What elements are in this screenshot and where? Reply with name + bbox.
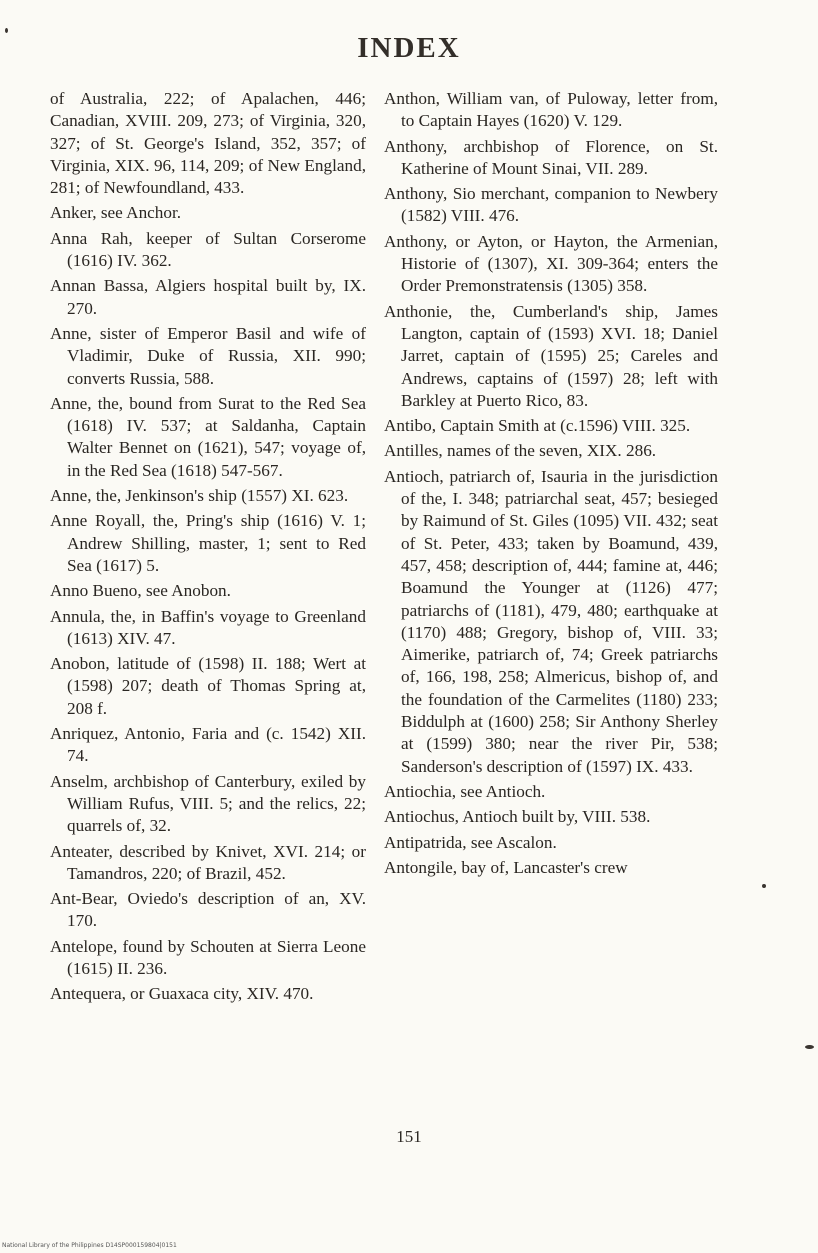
- index-entry: Anne, sister of Emperor Basil and wife of Vladimir, Duke of Russia, XII. 990; converts Russia, 588.: [50, 323, 366, 388]
- scan-speck: [762, 884, 766, 888]
- index-entry: Anselm, archbishop of Canterbury, exiled by William Rufus, VIII. 5; and the relics, 22; quarrels of, 32.: [50, 771, 366, 836]
- index-entry: Anriquez, Antonio, Faria and (c. 1542) XII. 74.: [50, 724, 366, 766]
- scan-speck: [5, 28, 8, 33]
- index-entry: Anthony, archbishop of Florence, on St. Katherine of Mount Sinai, VII. 289.: [384, 136, 718, 178]
- index-entry: Antongile, bay of, Lancaster's crew: [384, 857, 628, 877]
- index-entry: Anthony, Sio merchant, companion to Newbery (1582) VIII. 476.: [384, 184, 718, 226]
- index-entry: Antelope, found by Schouten at Sierra Leone (1615) II. 236.: [50, 936, 366, 978]
- index-column-left: [50, 88, 366, 1009]
- index-entry: Anthony, or Ayton, or Hayton, the Armenian, Historie of (1307), XI. 309-364; enters the Order Premonstratensis (1305) 358.: [384, 231, 718, 296]
- index-entry: Anne, the, Jenkinson's ship (1557) XI. 623.: [50, 486, 349, 506]
- index-entry: Antiochus, Antioch built by, VIII. 538.: [384, 807, 651, 827]
- index-entry: Anker, see Anchor.: [50, 203, 182, 223]
- index-entry: Anthon, William van, of Puloway, letter from, to Captain Hayes (1620) V. 129.: [384, 89, 718, 131]
- index-entry: Antibo, Captain Smith at (c.1596) VIII. 325.: [384, 416, 691, 436]
- index-entry: Anobon, latitude of (1598) II. 188; Wert at (1598) 207; death of Thomas Spring at, 208 f.: [50, 654, 366, 718]
- index-entry: Anteater, described by Knivet, XVI. 214; or Tamandros, 220; of Brazil, 452.: [50, 841, 366, 883]
- index-entry: Antipatrida, see Ascalon.: [384, 832, 557, 852]
- scan-credit: National Library of the Philippines D14SP000159804|0151: [2, 1242, 177, 1249]
- index-entry: of Australia, 222; of Apalachen, 446; Canadian, XVIII. 209, 273; of Virginia, 320, 327; of St. George's Island, 352, 357; of Virginia, XIX. 96, 114, 209; of New England, 281; of Newfoundland, 433.: [50, 89, 366, 198]
- index-entry: Anno Bueno, see Anobon.: [50, 581, 231, 601]
- index-entry: Ant-Bear, Oviedo's description of an, XV. 170.: [50, 889, 366, 931]
- index-entry: Antilles, names of the seven, XIX. 286.: [384, 441, 657, 461]
- index-entry: Antequera, or Guaxaca city, XIV. 470.: [50, 984, 314, 1004]
- page-title: INDEX: [357, 32, 461, 64]
- index-entry: Annula, the, in Baffin's voyage to Greenland (1613) XIV. 47.: [50, 606, 366, 648]
- index-entry: Anne Royall, the, Pring's ship (1616) V. 1; Andrew Shilling, master, 1; sent to Red Sea (1617) 5.: [50, 511, 366, 575]
- index-entry: Anne, the, bound from Surat to the Red Sea (1618) IV. 537; at Saldanha, Captain Walter Bennet on (1621), 547; voyage of, in the Red Sea (1618) 547-567.: [50, 393, 366, 480]
- index-entry: Antiochia, see Antioch.: [384, 781, 546, 801]
- page-number: 151: [396, 1127, 422, 1146]
- index-entry: Anna Rah, keeper of Sultan Corserome (1616) IV. 362.: [50, 228, 366, 271]
- index-entry: Annan Bassa, Algiers hospital built by, IX. 270.: [50, 276, 366, 318]
- scan-speck: [805, 1045, 814, 1049]
- index-column-right: [384, 88, 718, 882]
- index-entry: Antioch, patriarch of, Isauria in the jurisdiction of the, I. 348; patriarchal seat, 457; besieged by Raimund of St. Giles (1095) VII. 432; seat of St. Peter, 433; taken by Boamund, 439, 457, 458; description of, 444; famine at, 446; Boamund the Younger at (1126) 477; patriarchs of (1181), 479, 480; earthquake at (1170) 488; Gregory, bishop of, VIII. 33; Aimerike, patriarch of, 74; Greek patriarchs of, 166, 198, 258; Almericus, bishop of, and the foundation of the Carmelites (1180) 233; Biddulph at (1600) 258; Sir Anthony Sherley at (1599) 380; near the river Pir, 538; Sanderson's description of (1597) IX. 433.: [384, 466, 718, 776]
- index-entry: Anthonie, the, Cumberland's ship, James Langton, captain of (1593) XVI. 18; Daniel Jarret, captain of (1595) 25; Careles and Andrews, captains of (1597) 28; left with Barkley at Puerto Rico, 83.: [384, 301, 718, 410]
